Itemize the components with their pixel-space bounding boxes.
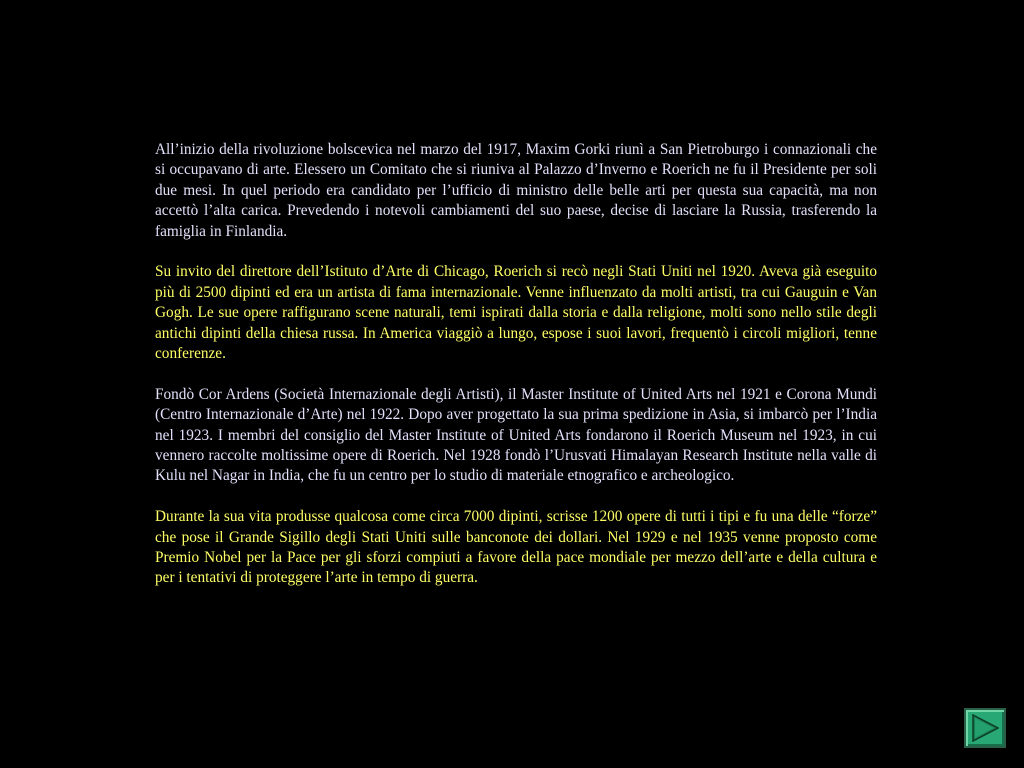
play-triangle-icon [971,714,999,742]
paragraph-1: All’inizio della rivoluzione bolscevica nel marzo del 1917, Maxim Gorki riunì a San Pietroburgo i connazionali che si occupavano di arte. Elessero un Comitato che si riuniva al Palazzo d’Inverno e Roerich ne fu il Presidente per soli due mesi. In quel periodo era candidato per l’ufficio di ministro delle belle arti per questa sua capacità, ma non accettò l’alta carica. Prevedendo i notevoli cambiamenti del suo paese, decise di lasciare la Russia, trasferendo la famiglia in Finlandia. [155,141,877,240]
paragraph-2: Su invito del direttore dell’Istituto d’Arte di Chicago, Roerich si recò negli Stati Uniti nel 1920. Aveva già eseguito più di 2500 dipinti ed era un artista di fama internazionale. Venne influenzato da molti artisti, tra cui Gauguin e Van Gogh. Le sue opere raffigurano scene naturali, temi ispirati dalla storia e dalla religione, molti sono nello stile degli antichi dipinti della chiesa russa. In America viaggiò a lungo, espose i suoi lavori, frequentò i circoli migliori, tenne conferenze. [155,263,877,363]
paragraph-4: Durante la sua vita produsse qualcosa come circa 7000 dipinti, scrisse 1200 opere di tutti i tipi e fu una delle “forze” che pose il Grande Sigillo degli Stati Uniti sulle banconote dei dollari. Nel 1929 e nel 1935 venne proposto come Premio Nobel per la Pace per gli sforzi compiuti a favore della pace mondiale per mezzo dell’arte e della cultura e per i tentativi di proteggere l’arte in tempo di guerra. [155,508,877,587]
paragraph-3: Fondò Cor Ardens (Società Internazionale degli Artisti), il Master Institute of United Arts nel 1921 e Corona Mundi (Centro Internazionale d’Arte) nel 1922. Dopo aver progettato la sua prima spedizione in Asia, si imbarcò per l’India nel 1923. I membri del consiglio del Master Institute of United Arts fondarono il Roerich Museum nel 1923, in cui vennero raccolte moltissime opere di Roerich. Nel 1928 fondò l’Urusvati Himalayan Research Institute nella valle di Kulu nel Nagar in India, che fu un centro per lo studio di materiale etnografico e archeologico. [155,385,877,485]
next-slide-button[interactable] [964,708,1006,748]
slide-text [155,140,877,609]
